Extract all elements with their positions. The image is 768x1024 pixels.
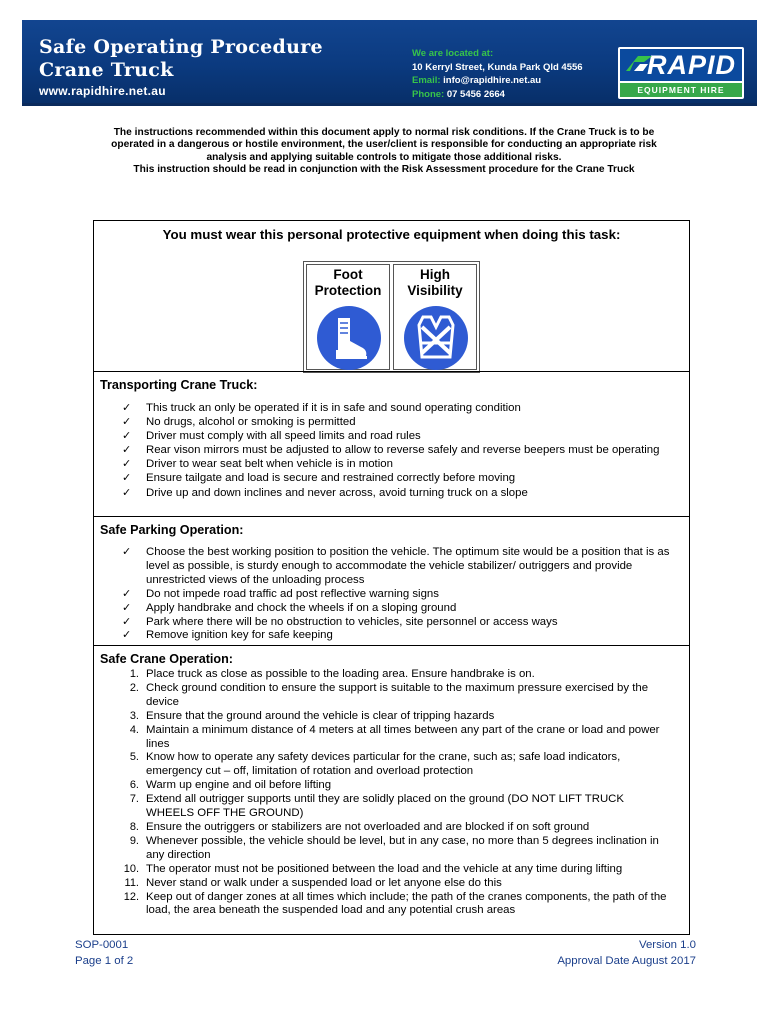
- parking-list: [94, 546, 689, 643]
- page-number: Page 1 of 2: [75, 954, 134, 967]
- ppe-high-visibility: [393, 264, 477, 370]
- list-item: [94, 444, 689, 458]
- parking-heading: Safe Parking Operation:: [100, 523, 244, 537]
- checkmark-icon: ✓: [122, 487, 132, 500]
- contact-block: [412, 47, 583, 101]
- list-item: [94, 588, 689, 602]
- crane-list: [94, 668, 689, 918]
- list-item: [94, 458, 689, 472]
- list-item: [94, 863, 689, 877]
- item-number: 2.: [129, 681, 139, 694]
- logo-tagline: EQUIPMENT HIRE: [620, 83, 742, 97]
- phone-label: Phone:: [412, 88, 445, 100]
- list-item: [94, 602, 689, 616]
- procedure-box: [93, 220, 690, 935]
- checkmark-icon: ✓: [122, 443, 132, 456]
- ppe-table: [303, 261, 480, 373]
- item-number: 7.: [129, 793, 139, 806]
- checkmark-icon: ✓: [122, 615, 132, 628]
- intro-text: [104, 127, 664, 177]
- list-item: [94, 616, 689, 630]
- item-number: 6.: [129, 779, 139, 792]
- list-item-text: Rear vison mirrors must be adjusted to allow to reverse safely and reverse beepers must be operating: [146, 443, 660, 456]
- checkmark-icon: ✓: [122, 629, 132, 642]
- list-item-text: Choose the best working position to position the vehicle. The optimum site would be a position that is as level as possible, is sturdy enough to accommodate the vehicle stabilizer/ outriggers and provide unrestricted views of the unloading process: [146, 546, 670, 586]
- item-number: 12.: [123, 890, 139, 903]
- item-number: 4.: [129, 723, 139, 736]
- list-item-text: No drugs, alcohol or smoking is permitted: [146, 415, 356, 428]
- list-item-text: Warm up engine and oil before lifting: [146, 779, 332, 792]
- list-item: [94, 877, 689, 891]
- list-item-text: Whenever possible, the vehicle should be level, but in any case, no more than 5 degrees inclination in any direction: [146, 834, 659, 861]
- list-item-text: Do not impede road traffic ad post reflective warning signs: [146, 587, 439, 600]
- intro-paragraph-risk: The instructions recommended within this document apply to normal risk conditions. If the Crane Truck is to be operated in a dangerous or hostile environment, the user/client is responsible for conducting an appropriate risk analysis and applying suitable controls to mitigate those additional risks.: [111, 127, 657, 163]
- checkmark-icon: ✓: [122, 601, 132, 614]
- list-item-text: Keep out of danger zones at all times which include; the path of the cranes components, the path of the load, the area beneath the suspended load and any potential crush areas: [146, 890, 667, 917]
- safety-boot-icon: [316, 305, 382, 371]
- list-item: [94, 891, 689, 919]
- list-item-text: This truck an only be operated if it is in safe and sound operating condition: [146, 402, 521, 414]
- list-item: [94, 629, 689, 643]
- list-item-text: Drive up and down inclines and never across, avoid turning truck on a slope: [146, 487, 528, 500]
- list-item: [94, 710, 689, 724]
- list-item-text: The operator must not be positioned between the load and the vehicle at any time during lifting: [146, 862, 623, 875]
- list-item: [94, 472, 689, 486]
- ppe-label-line: High: [420, 267, 450, 282]
- logo-swoosh-icon: [624, 53, 654, 75]
- footer-right: [557, 938, 696, 969]
- logo-wordmark: RAPID: [620, 49, 742, 81]
- approval-date: Approval Date August 2017: [557, 954, 696, 967]
- list-item-text: Ensure that the ground around the vehicle is clear of tripping hazards: [146, 709, 495, 722]
- company-logo: [618, 47, 744, 99]
- hi-vis-vest-icon: [403, 305, 469, 371]
- list-item: [94, 682, 689, 710]
- list-item: [94, 416, 689, 430]
- list-item-text: Check ground condition to ensure the support is suitable to the maximum pressure exercised by the device: [146, 681, 649, 708]
- ppe-label-foot: [307, 267, 389, 299]
- list-item-text: Ensure the outriggers or stabilizers are not overloaded and are blocked if on soft ground: [146, 820, 590, 833]
- transporting-heading: Transporting Crane Truck:: [100, 378, 258, 392]
- list-item: [94, 487, 689, 501]
- ppe-label-line: Visibility: [407, 283, 463, 298]
- checkmark-icon: ✓: [122, 546, 132, 558]
- list-item-text: Remove ignition key for safe keeping: [146, 629, 333, 642]
- version-label: Version 1.0: [639, 939, 696, 951]
- checkmark-icon: ✓: [122, 471, 132, 484]
- document-subtitle: Crane Truck: [39, 59, 174, 81]
- item-number: 1.: [129, 668, 139, 680]
- checkmark-icon: ✓: [122, 402, 132, 414]
- checkmark-icon: ✓: [122, 457, 132, 470]
- checkmark-icon: ✓: [122, 415, 132, 428]
- email-link[interactable]: info@rapidhire.net.au: [443, 75, 542, 86]
- header-banner: [22, 20, 757, 106]
- document-id: SOP-0001: [75, 939, 129, 951]
- email-label: Email:: [412, 75, 441, 86]
- list-item-text: Maintain a minimum distance of 4 meters at all times between any part of the crane or load and power lines: [146, 723, 660, 750]
- phone-number: 07 5456 2664: [446, 88, 505, 100]
- list-item: [94, 430, 689, 444]
- item-number: 8.: [129, 820, 139, 833]
- location-label: We are located at:: [412, 48, 494, 59]
- list-item: [94, 835, 689, 863]
- list-item: [94, 779, 689, 793]
- ppe-label-line: Protection: [314, 283, 382, 298]
- ppe-label-line: Foot: [333, 267, 363, 282]
- footer-left: [75, 938, 133, 969]
- list-item: [94, 668, 689, 682]
- crane-heading: Safe Crane Operation:: [100, 652, 233, 666]
- ppe-heading: You must wear this personal protective equipment when doing this task:: [162, 227, 621, 242]
- document-title: Safe Operating Procedure: [39, 36, 323, 58]
- item-number: 5.: [129, 751, 139, 764]
- list-item-text: Extend all outrigger supports until they are solidly placed on the ground (DO NOT LIFT TRUCK WHEELS OFF THE GROUND): [146, 793, 625, 820]
- list-item-text: Ensure tailgate and load is secure and restrained correctly before moving: [146, 471, 516, 484]
- list-item-text: Never stand or walk under a suspended load or let anyone else do this: [146, 876, 502, 889]
- intro-paragraph-conjunction: This instruction should be read in conjunction with the Risk Assessment procedure for the Crane Truck: [133, 164, 635, 176]
- list-item: [94, 793, 689, 821]
- list-item: [94, 546, 689, 588]
- list-item-text: Driver to wear seat belt when vehicle is in motion: [146, 457, 393, 470]
- address-text: 10 Kerryl Street, Kunda Park Qld 4556: [412, 61, 583, 73]
- ppe-label-hivis: [394, 267, 476, 299]
- checkmark-icon: ✓: [122, 429, 132, 442]
- checkmark-icon: ✓: [122, 587, 132, 600]
- list-item-text: Park where there will be no obstruction to vehicles, site personnel or access ways: [146, 615, 558, 628]
- item-number: 3.: [129, 709, 139, 722]
- item-number: 9.: [129, 834, 139, 847]
- list-item-text: Driver must comply with all speed limits and road rules: [146, 429, 421, 442]
- item-number: 11.: [124, 876, 139, 889]
- list-item-text: Place truck as close as possible to the loading area. Ensure handbrake is on.: [146, 668, 535, 680]
- ppe-foot-protection: [306, 264, 390, 370]
- list-item: [94, 402, 689, 416]
- list-item-text: Apply handbrake and chock the wheels if on a sloping ground: [146, 601, 457, 614]
- transporting-list: [94, 402, 689, 501]
- section-divider: [94, 516, 689, 517]
- list-item-text: Know how to operate any safety devices particular for the crane, such as; safe load indicators, emergency cut – off, limitation of rotation and overload protection: [146, 751, 621, 778]
- website-link[interactable]: www.rapidhire.net.au: [39, 84, 166, 98]
- list-item: [94, 724, 689, 752]
- list-item: [94, 751, 689, 779]
- list-item: [94, 821, 689, 835]
- item-number: 10.: [123, 862, 139, 875]
- section-divider: [94, 645, 689, 646]
- section-divider: [94, 371, 689, 372]
